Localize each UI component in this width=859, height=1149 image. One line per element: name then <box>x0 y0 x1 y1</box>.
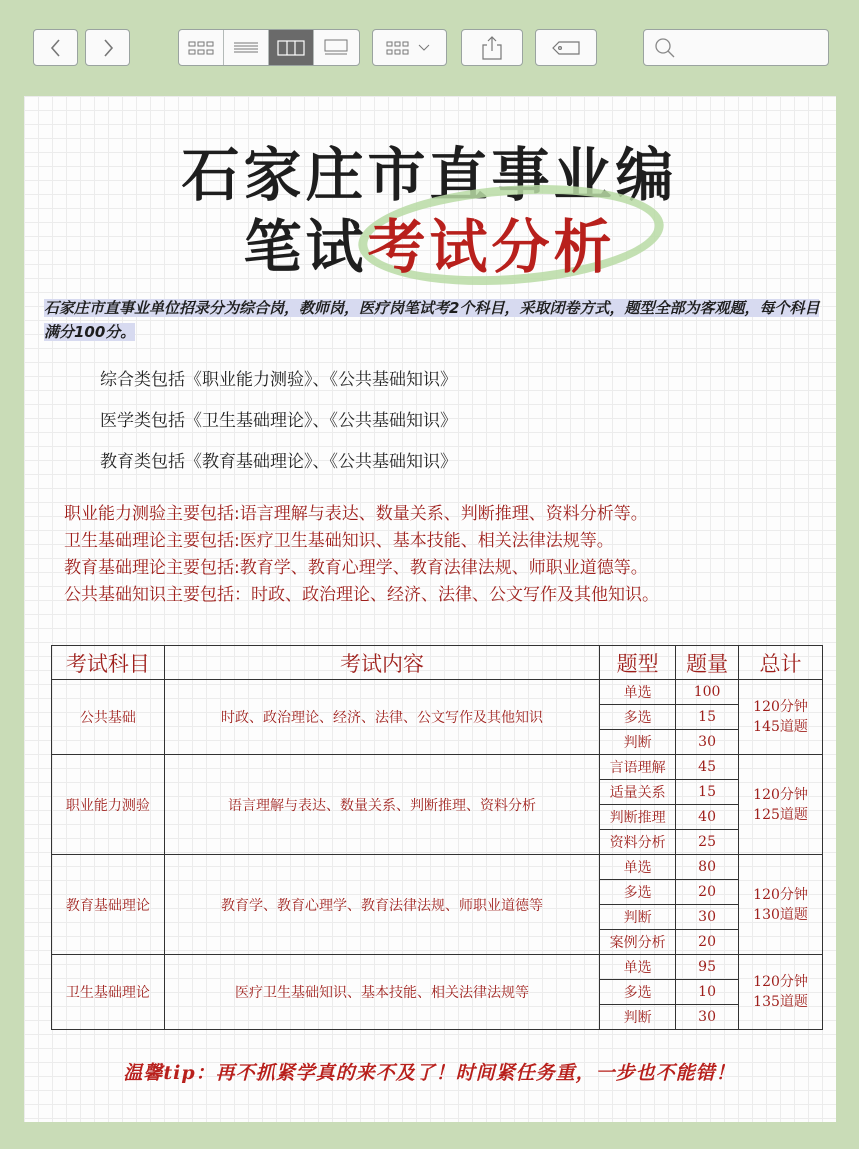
search-field[interactable] <box>643 29 829 66</box>
table-row <box>52 755 823 780</box>
header-type: 题型 <box>600 646 676 680</box>
total-cell <box>739 755 823 855</box>
total-time: 120分钟 <box>753 886 808 903</box>
intro-text: 石家庄市直事业单位招录分为综合岗，教师岗，医疗岗笔试考2个科目，采取闭卷方式，题型全部为客观题，每个科目满分100分。 <box>44 299 820 341</box>
page-title-line1: 石家庄市直事业编 <box>181 141 678 209</box>
count-cell: 80 <box>676 855 739 880</box>
total-time: 120分钟 <box>753 786 808 803</box>
tag-icon <box>551 40 581 56</box>
count-cell: 15 <box>676 705 739 730</box>
count-cell: 100 <box>676 680 739 705</box>
header-subject: 考试科目 <box>52 646 165 680</box>
chevron-right-icon <box>101 38 115 58</box>
page-title-line2 <box>0 200 859 284</box>
subject-description: 教育基础理论主要包括:教育学、教育心理学、教育法律法规、师职业道德等。 <box>64 558 648 578</box>
total-questions: 135道题 <box>753 994 808 1010</box>
total-cell <box>739 855 823 955</box>
subject-cell: 教育基础理论 <box>52 855 165 955</box>
count-cell: 30 <box>676 1005 739 1030</box>
subject-cell: 卫生基础理论 <box>52 955 165 1030</box>
table-row <box>52 680 823 705</box>
content-cell: 语言理解与表达、数量关系、判断推理、资料分析 <box>164 755 599 855</box>
category-item: 教育类包括《教育基础理论》、《公共基础知识》 <box>100 452 457 472</box>
intro-paragraph <box>44 296 824 344</box>
total-questions: 145道题 <box>753 719 808 735</box>
header-total: 总计 <box>739 646 823 680</box>
total-questions: 125道题 <box>753 806 808 823</box>
list-view-button[interactable] <box>224 30 269 65</box>
total-time: 120分钟 <box>753 974 808 990</box>
count-cell: 15 <box>676 780 739 805</box>
type-cell: 判断推理 <box>600 805 676 830</box>
content-cell: 教育学、教育心理学、教育法律法规、师职业道德等 <box>164 855 599 955</box>
subject-description-list <box>64 501 659 609</box>
type-cell: 多选 <box>600 980 676 1005</box>
count-cell: 40 <box>676 805 739 830</box>
type-cell: 多选 <box>600 705 676 730</box>
tip-text: 温馨tip：再不抓紧学真的来不及了！时间紧任务重，一步也不能错！ <box>123 1062 736 1084</box>
count-cell: 95 <box>676 955 739 980</box>
type-cell: 单选 <box>600 955 676 980</box>
icon-view-button[interactable] <box>179 30 224 65</box>
view-mode-switcher <box>178 29 360 66</box>
exam-table <box>51 645 823 1030</box>
total-cell <box>739 955 823 1030</box>
forward-button[interactable] <box>85 29 130 66</box>
title-part-red: 考试分析 <box>367 213 616 281</box>
search-icon <box>654 37 676 59</box>
gallery-view-icon <box>322 39 350 57</box>
count-cell: 10 <box>676 980 739 1005</box>
list-view-icon <box>233 41 259 55</box>
chevron-left-icon <box>49 38 63 58</box>
count-cell: 25 <box>676 830 739 855</box>
total-questions: 130道题 <box>753 906 808 923</box>
column-view-icon <box>277 40 305 56</box>
count-cell: 45 <box>676 755 739 780</box>
subject-description: 卫生基础理论主要包括:医疗卫生基础知识、基本技能、相关法律法规等。 <box>64 531 614 551</box>
group-by-icon <box>385 40 435 56</box>
type-cell: 单选 <box>600 855 676 880</box>
type-cell: 资料分析 <box>600 830 676 855</box>
subject-cell: 公共基础 <box>52 680 165 755</box>
category-item: 医学类包括《卫生基础理论》、《公共基础知识》 <box>100 411 457 431</box>
type-cell: 判断 <box>600 1005 676 1030</box>
content-cell: 时政、政治理论、经济、法律、公文写作及其他知识 <box>164 680 599 755</box>
header-count: 题量 <box>676 646 739 680</box>
gallery-view-button[interactable] <box>314 30 359 65</box>
column-view-button[interactable] <box>269 30 314 65</box>
category-item: 综合类包括《职业能力测验》、《公共基础知识》 <box>100 370 457 390</box>
table-row <box>52 855 823 880</box>
toolbar <box>0 0 859 96</box>
subject-cell: 职业能力测验 <box>52 755 165 855</box>
count-cell: 20 <box>676 930 739 955</box>
count-cell: 30 <box>676 730 739 755</box>
group-by-button[interactable] <box>372 29 447 66</box>
back-button[interactable] <box>33 29 78 66</box>
type-cell: 单选 <box>600 680 676 705</box>
type-cell: 言语理解 <box>600 755 676 780</box>
type-cell: 案例分析 <box>600 930 676 955</box>
title-part-black: 笔试 <box>243 213 368 281</box>
tag-button[interactable] <box>535 29 597 66</box>
total-cell <box>739 680 823 755</box>
type-cell: 多选 <box>600 880 676 905</box>
subject-description: 公共基础知识主要包括：时政、政治理论、经济、法律、公文写作及其他知识。 <box>64 585 659 605</box>
count-cell: 20 <box>676 880 739 905</box>
type-cell: 判断 <box>600 730 676 755</box>
table-header-row <box>52 646 823 680</box>
type-cell: 判断 <box>600 905 676 930</box>
type-cell: 适量关系 <box>600 780 676 805</box>
header-content: 考试内容 <box>164 646 599 680</box>
table-row <box>52 955 823 980</box>
category-list <box>100 365 457 488</box>
share-button[interactable] <box>461 29 523 66</box>
content-cell: 医疗卫生基础知识、基本技能、相关法律法规等 <box>164 955 599 1030</box>
total-time: 120分钟 <box>753 699 808 715</box>
share-icon <box>481 35 503 61</box>
subject-description: 职业能力测验主要包括:语言理解与表达、数量关系、判断推理、资料分析等。 <box>64 504 648 524</box>
grid-view-icon <box>187 40 215 56</box>
count-cell: 30 <box>676 905 739 930</box>
